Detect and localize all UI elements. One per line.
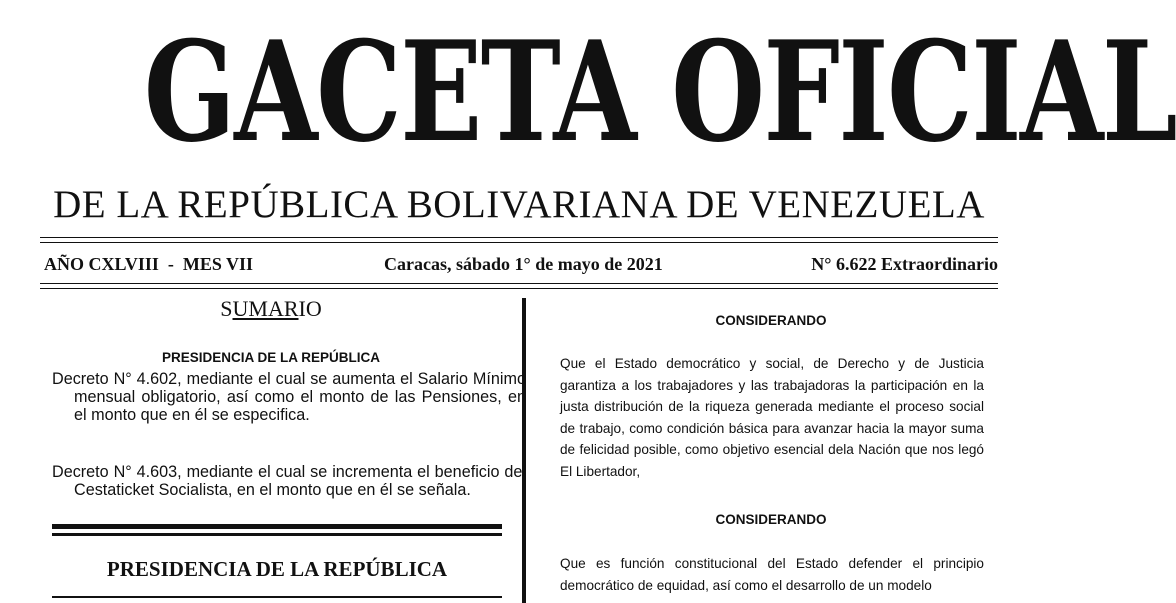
issue-place-date: Caracas, sábado 1° de mayo de 2021 xyxy=(384,254,663,274)
sumario-title-suffix: IO xyxy=(298,296,322,321)
considerando-heading-1: CONSIDERANDO xyxy=(715,313,827,328)
decree-entry-4602: Decreto N° 4.602, mediante el cual se aumenta el Salario Mínimo mensual obligatorio, así como el monto de las Pensiones, en el monto que en él se especifica. xyxy=(52,370,526,424)
sumario-title-prefix: S xyxy=(220,296,233,321)
gazette-title: GACETA OFICIAL xyxy=(143,10,1176,173)
considerando-heading-2: CONSIDERANDO xyxy=(715,512,827,527)
decree-entry-4603: Decreto N° 4.603, mediante el cual se incrementa el beneficio del Cestaticket Socialista, en el monto que en él se señala. xyxy=(52,463,526,499)
sumario-title xyxy=(40,297,502,321)
issue-year-month: AÑO CXLVIII - MES VII xyxy=(44,254,254,274)
sumario-title-underlined: UMAR xyxy=(232,296,299,321)
considerando-paragraph-2: Que es función constitucional del Estado defender el principio democrático de equidad, así como el desarrollo de un modelo xyxy=(560,556,984,593)
considerando-paragraph-1: Que el Estado democrático y social, de Derecho y de Justicia garantiza a los trabajadores y las trabajadoras la participación en la justa distribución de la riqueza generada mediante el proceso social de trabajo, como condición básica para avanzar hacia la mayor suma de felicidad posible, como objetivo esencial dela Nación que nos legó El Libertador, xyxy=(560,356,984,479)
sumario-end-rule-2 xyxy=(52,533,502,536)
section-heading: PRESIDENCIA DE LA REPÚBLICA xyxy=(106,557,448,581)
header-rule-bottom-1 xyxy=(40,283,998,284)
gazette-subtitle: DE LA REPÚBLICA BOLIVARIANA DE VENEZUELA xyxy=(53,183,985,226)
header-rule-top-2 xyxy=(40,242,998,243)
section-heading-rule xyxy=(52,596,502,598)
sumario-end-rule-1 xyxy=(52,524,502,529)
header-rule-bottom-2 xyxy=(40,288,998,289)
sumario-section-label: PRESIDENCIA DE LA REPÚBLICA xyxy=(161,350,381,365)
column-divider xyxy=(522,298,526,603)
header-rule-top-1 xyxy=(40,237,998,238)
issue-number: N° 6.622 Extraordinario xyxy=(811,254,998,274)
